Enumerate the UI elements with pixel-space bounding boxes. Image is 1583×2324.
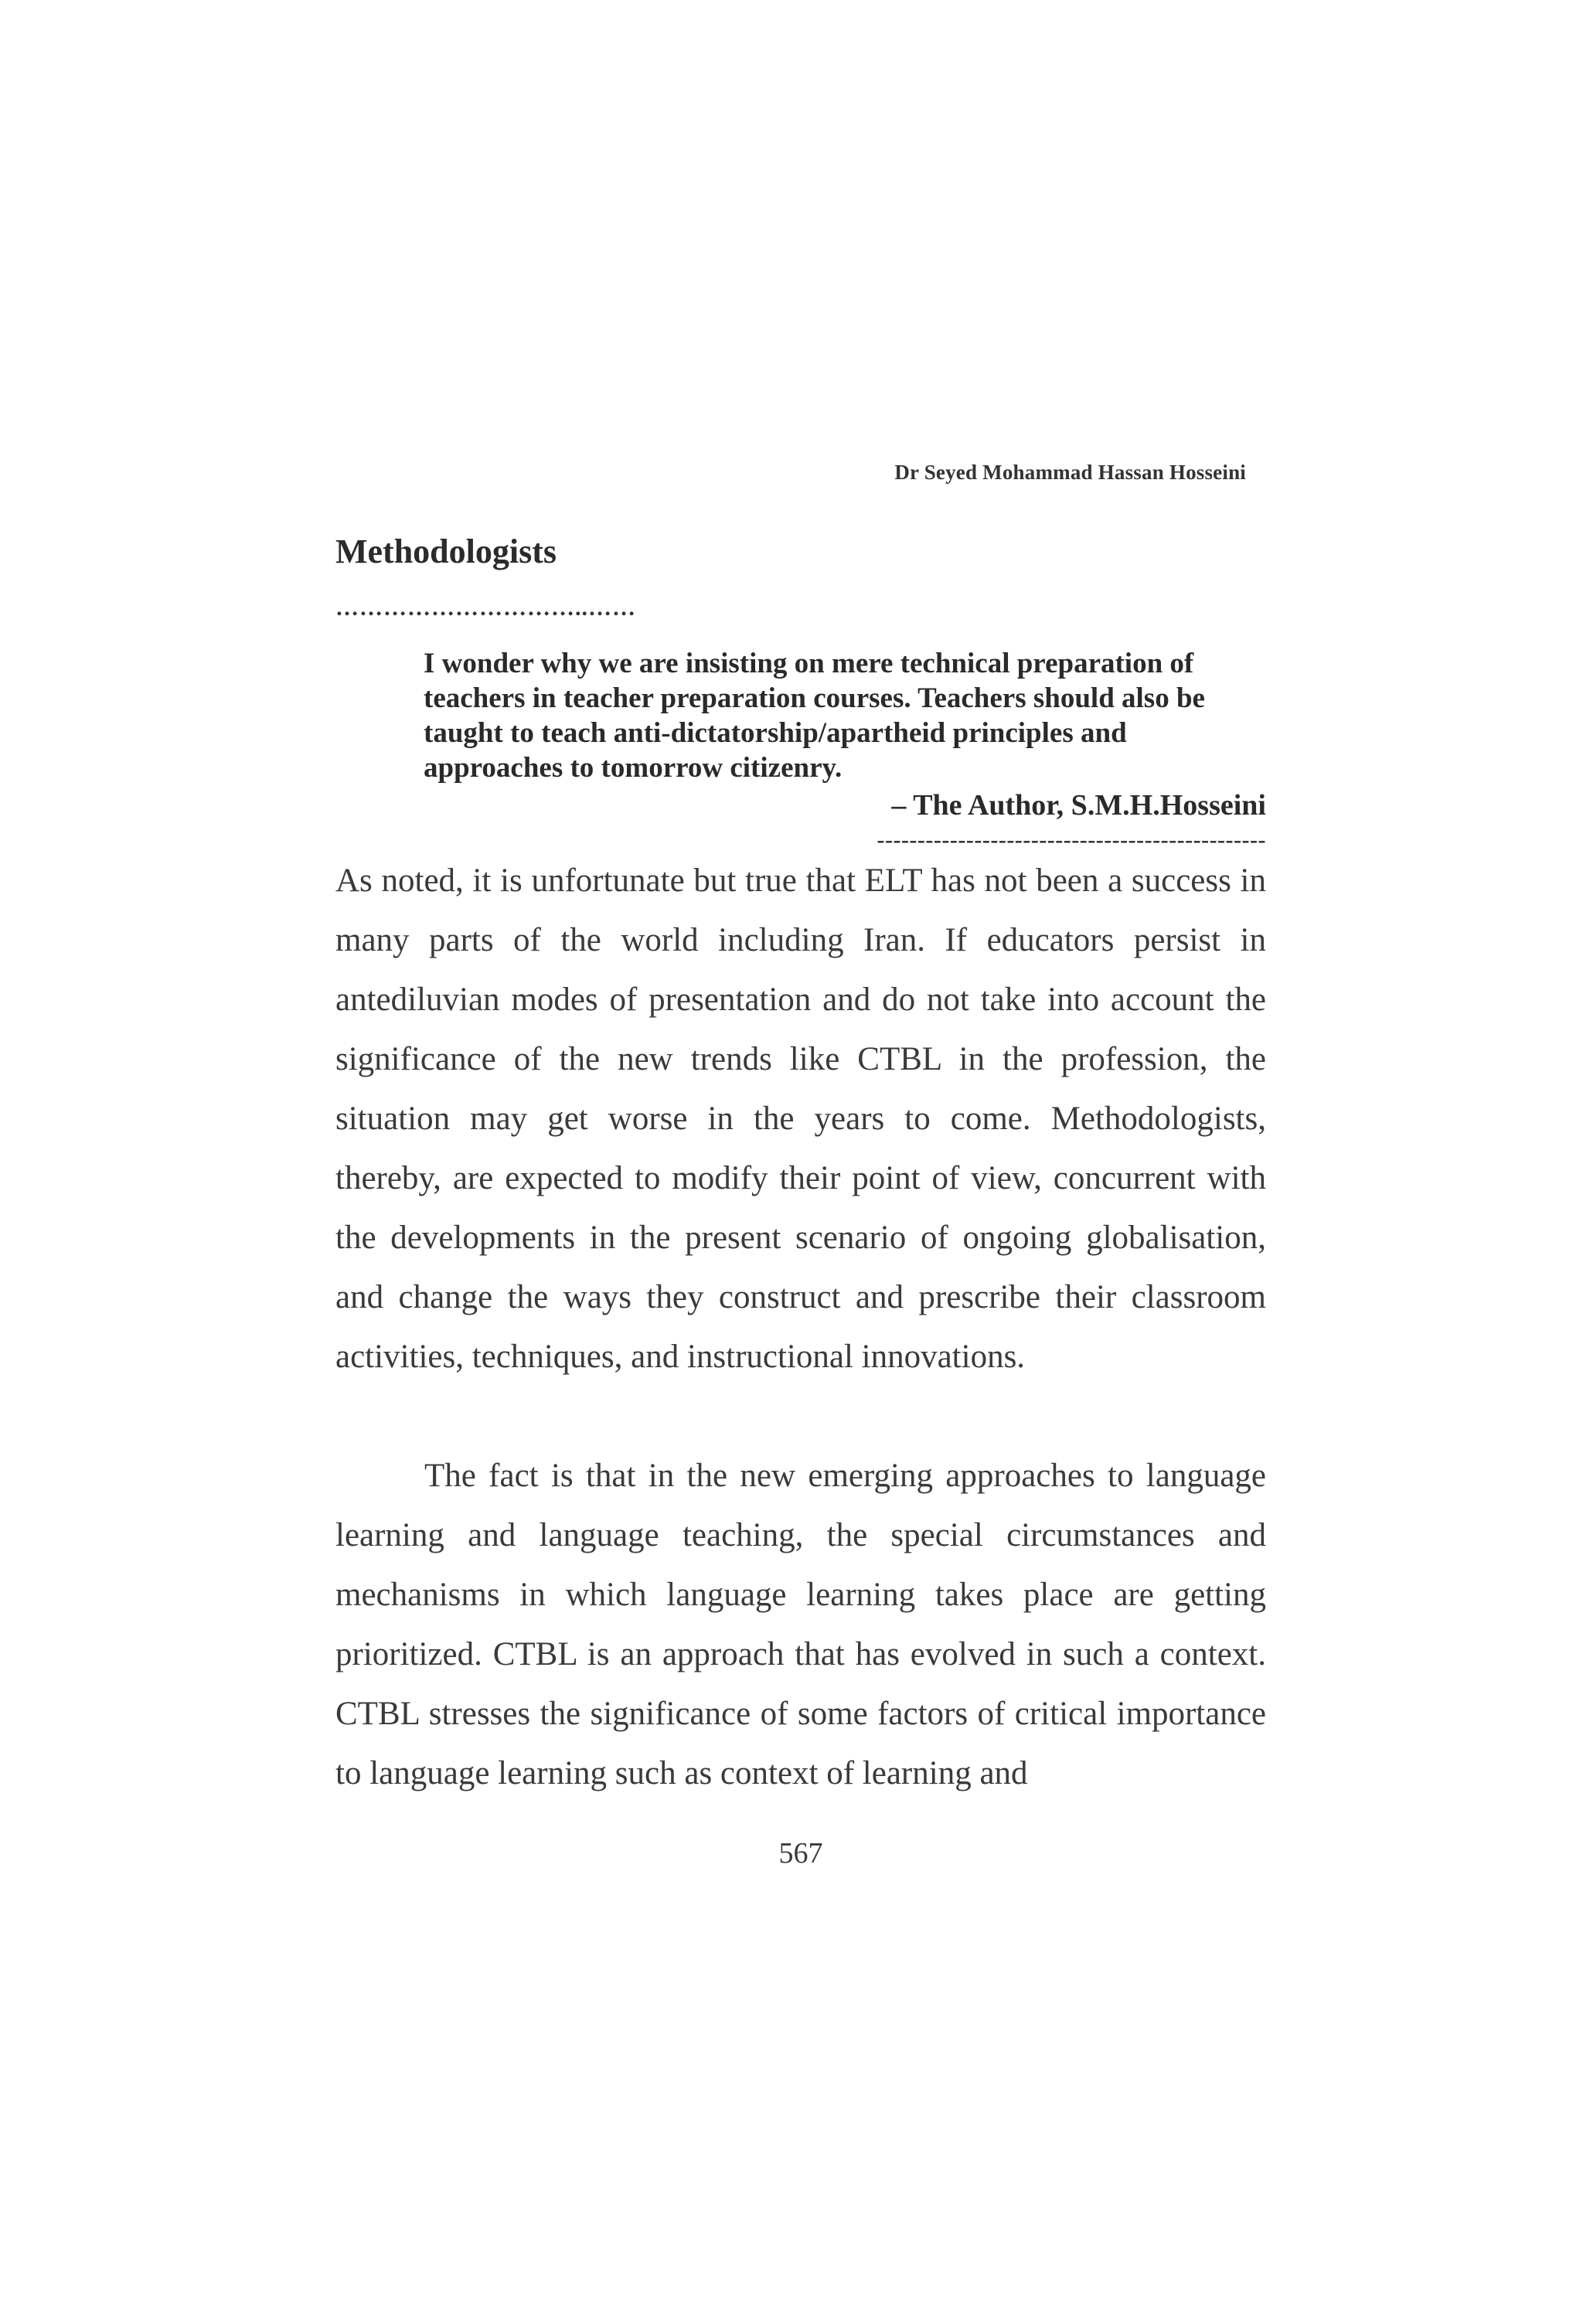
dotted-separator: …………………………..…… <box>335 595 636 621</box>
epigraph-attribution: – The Author, S.M.H.Hosseini <box>891 789 1266 822</box>
epigraph-quote: I wonder why we are insisting on mere technical preparation of teachers in teacher preparation courses. Teachers should also be taught to teach anti-dictatorship/apartheid principles and approaches to tomorrow citizenry. <box>424 648 1205 784</box>
running-header: Dr Seyed Mohammad Hassan Hosseini <box>894 461 1246 484</box>
body-paragraph: The fact is that in the new emerging approaches to language learning and language teaching, the special circumstances and mechanisms in which language learning takes place are getting prioritized. CTBL is an approach that has evolved in such a context. CTBL stresses the significance of some factors of critical importance to language learning such as context of learning and <box>335 1458 1266 1791</box>
page-number: 567 <box>778 1837 823 1870</box>
epigraph-dashed-rule: ------------------------------------------------ <box>877 827 1266 852</box>
body-paragraph: As noted, it is unfortunate but true that ELT has not been a success in many parts of the world including Iran. If educators persist in antediluvian modes of presentation and do not take into account the significance of the new trends like CTBL in the profession, the situation may get worse in the years to come. Methodologists, thereby, are expected to modify their point of view, concurrent with the developments in the present scenario of ongoing globalisation, and change the ways they construct and prescribe their classroom activities, techniques, and instructional innovations. <box>335 863 1266 1375</box>
section-title: Methodologists <box>335 533 557 570</box>
